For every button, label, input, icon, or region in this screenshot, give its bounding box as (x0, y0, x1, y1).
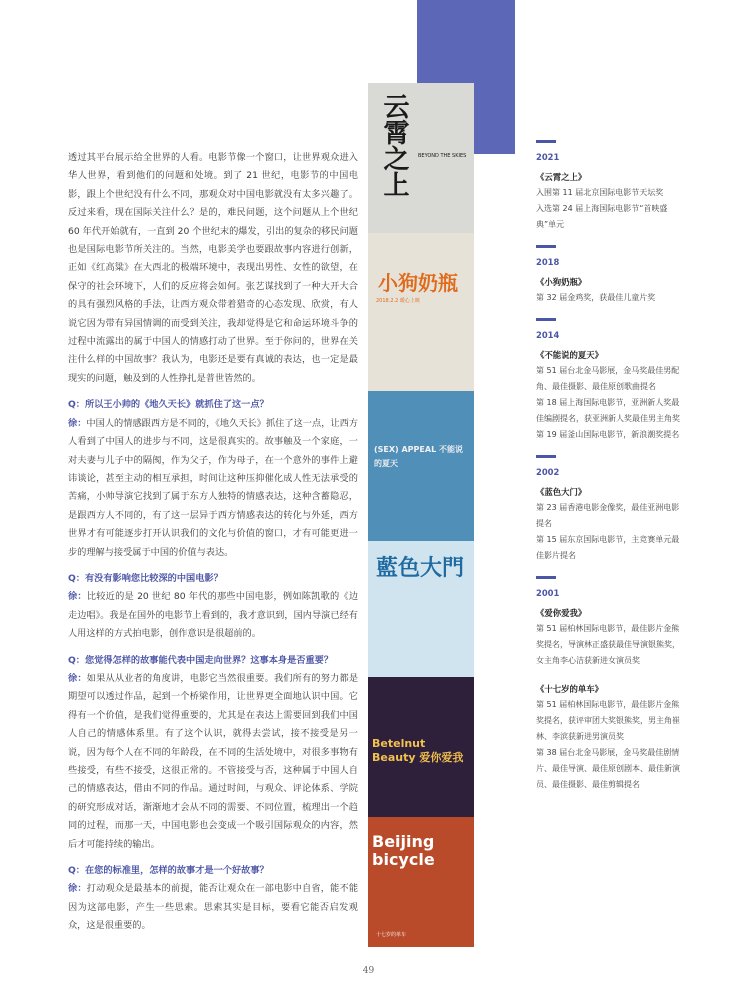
answer-text: 中国人的情感跟西方是不同的，《地久天长》抓住了这一点，让西方人看到了中国人的进步与不同，这是很真实的。故事触及一个家庭，一对夫妻与儿子中的隔阂，作为父子，作为母子，在一个意外的事件上避讳谈论，甚至主动的相互承担，时间让这种压抑催化成人性无法承受的苦痛，小帅导演它找到了属于东方人独特的情感表达，这种含蓄隐忍，是跟西方人不同的，有了这一层异于西方情感表达的转化与外延，西方世界才有可能逐步打开认识我们的文化与价值的窗口，才有可能更进一步的理解与接受属于中国的价值与表达。 (68, 417, 359, 558)
page-number: 49 (362, 966, 375, 976)
film-entry (536, 274, 686, 306)
year-marker (536, 140, 556, 143)
year-marker (536, 318, 556, 321)
poster-title: (SEX) APPEAL 不能说的夏天 (374, 445, 463, 468)
answer-speaker-label: 徐： (68, 417, 87, 429)
film-title: 《爱你爱我》 (536, 608, 587, 618)
poster-title: Betelnut Beauty 爱你爱我 (372, 737, 464, 764)
film-poster (368, 391, 474, 541)
answer-text: 比较近的是 20 世纪 80 年代的那些中国电影，例如陈凯歌的《边走边唱》。我是在国外的电影节上看到的，我才意识到，国内导演已经有人用这样的方式拍电影，创作意识是很超前的。 (68, 591, 359, 640)
award-text: 入选第 24 届上海国际电影节“首映盛典”单元 (536, 204, 668, 229)
answer-text: 打动观众是最基本的前提，能否让观众在一部电影中自省，能不能因为这部电影，产生一些思索。思索其实是目标，要看它能否启发观众，这是很重要的。 (68, 883, 359, 932)
year-label: 2018 (536, 257, 560, 267)
answer-paragraph (68, 588, 358, 643)
poster-subtitle: BEYOND THE SKIES (418, 153, 467, 159)
year-marker (536, 455, 556, 458)
answer-speaker-label: 徐： (68, 591, 87, 603)
award-text: 第 51 届台北金马影展，金马奖最佳男配角、最佳摄影、最佳原创歌曲提名 (536, 366, 680, 391)
film-title: 《蓝色大门》 (536, 487, 587, 497)
question-heading: Q：所以王小帅的《地久天长》就抓住了这一点？ (68, 399, 269, 411)
film-entry (536, 169, 686, 233)
film-title: 《小狗奶瓶》 (536, 277, 587, 287)
film-entry (536, 347, 686, 443)
year-entry (536, 140, 686, 233)
year-label: 2002 (536, 467, 560, 477)
answer-paragraph (68, 670, 358, 854)
year-entry (536, 245, 686, 306)
year-label: 2014 (536, 330, 560, 340)
article-body (68, 149, 358, 936)
answer-text: 如果从从业者的角度讲，电影它当然很重要。我们所有的努力都是期望可以透过作品，起到一个桥梁作用，让世界更全面地认识中国。它得有一个价值，是我们觉得重要的，尤其是在表达上需要回到我们中国人自己的情感体系里。有了这个认识，就得去尝试，接不接受是另一说，因为每个人在不同的年龄段，在不同的生活处境中，对很多事物有些接受，有些不接受，这很正常的。不管接受与否，这种属于中国人自己的情感表达，借由不同的作品。通过时间，与观众、评论体系、学院的研究形成对话，渐渐地才会从不同的需要、不同位置，梳理出一个趋同的过程，而那一天，中国电影也会变成一个吸引国际观众的内容，然后才可能持续的输出。 (68, 672, 359, 850)
answer-paragraph (68, 415, 358, 562)
film-poster (368, 677, 474, 817)
film-title: 《云霄之上》 (536, 172, 587, 182)
year-label: 2001 (536, 588, 560, 598)
year-entry (536, 576, 686, 793)
answer-speaker-label: 徐： (68, 672, 87, 684)
year-entry (536, 455, 686, 564)
poster-title: 云霄之上 (379, 93, 409, 197)
poster-title: Beijing bicycle (372, 832, 435, 869)
film-poster (368, 83, 474, 233)
poster-title: 藍色大門 (376, 555, 465, 581)
film-entry (536, 484, 686, 564)
poster-subtitle: 2018.2.2 暖心上映 (376, 298, 420, 304)
question-heading: Q：有没有影响您比较深的中国电影？ (68, 572, 223, 584)
award-text: 第 19 届釜山国际电影节，新浪潮奖提名 (536, 430, 680, 439)
film-poster (368, 817, 474, 947)
award-text: 第 23 届香港电影金像奖，最佳亚洲电影提名 (536, 503, 680, 528)
film-poster (368, 541, 474, 677)
year-marker (536, 576, 556, 579)
filmography-sidebar (536, 140, 686, 805)
qa-list (68, 396, 358, 935)
poster-strip (368, 83, 474, 947)
answer-paragraph (68, 880, 358, 935)
poster-title: 小狗奶瓶 (378, 271, 458, 295)
year-label: 2021 (536, 152, 560, 162)
award-text: 第 15 届东京国际电影节，主竞赛单元最佳影片提名 (536, 535, 680, 560)
answer-speaker-label: 徐： (68, 883, 87, 895)
question-heading: Q：在您的标准里，怎样的故事才是一个好故事？ (68, 865, 269, 877)
film-poster (368, 233, 474, 391)
film-entry (536, 681, 686, 793)
award-text: 第 32 届金鸡奖，获最佳儿童片奖 (536, 293, 656, 302)
award-text: 第 51 届柏林国际电影节，最佳影片金熊奖提名，获评审团大奖银熊奖，男主角崔林、李滨获新进男演员奖 (536, 700, 680, 741)
film-title: 《不能说的夏天》 (536, 350, 603, 360)
poster-subtitle: 十七岁的单车 (376, 932, 407, 938)
year-marker (536, 245, 556, 248)
award-text: 第 51 届柏林国际电影节，最佳影片金熊奖提名，导演林正盛获最佳导演银熊奖，女主角李心洁获新进女演员奖 (536, 624, 680, 665)
question-heading: Q：您觉得怎样的故事能代表中国走向世界？这事本身是否重要？ (68, 654, 334, 666)
award-text: 第 38 届台北金马影展，金马奖最佳剧情片、最佳导演、最佳原创剧本、最佳新演员、最佳摄影、最佳剪辑提名 (536, 748, 680, 789)
year-entry (536, 318, 686, 443)
film-entry (536, 605, 686, 669)
intro-paragraph: 透过其平台展示给全世界的人看。电影节像一个窗口，让世界观众进入华人世界，看到他们的问题和处境。到了 21 世纪，电影节的中国电影，跟上个世纪没有什么不同，那观众对中国电影就没有太多兴趣了。反过来看，现在国际关注什么？是的，难民问题，这个问题从上个世纪 60 年代开始就有，一直到 20 个世纪末的爆发，引出的复杂的移民问题也是国际电影节所关注的。当然，电影美学也要跟故事内容进行创新，正如《红高粱》在大西北的极端环境中，表现出男性、女性的欲望，在保守的社会环境下，人们的反应将会如何。张艺谋找到了一种大开大合的具有强烈风格的手法，让西方观众带着猎奇的心态发现、欣赏，有人说它因为带有异国情调的而受到关注，我却觉得是它和命运环境斗争的过程中流露出的属于中国人的情感打动了世界。至于你问的，世界在关注什么样的中国故事？我认为，电影还是要有真诚的表达，也一定是最现实的问题，触及到的人性挣扎是普世皆然的。 (68, 152, 358, 384)
award-text: 入围第 11 届北京国际电影节天坛奖 (536, 188, 664, 197)
film-title: 《十七岁的单车》 (536, 684, 603, 694)
award-text: 第 18 届上海国际电影节，亚洲新人奖最佳编剧提名，获亚洲新人奖最佳男主角奖 (536, 398, 680, 423)
